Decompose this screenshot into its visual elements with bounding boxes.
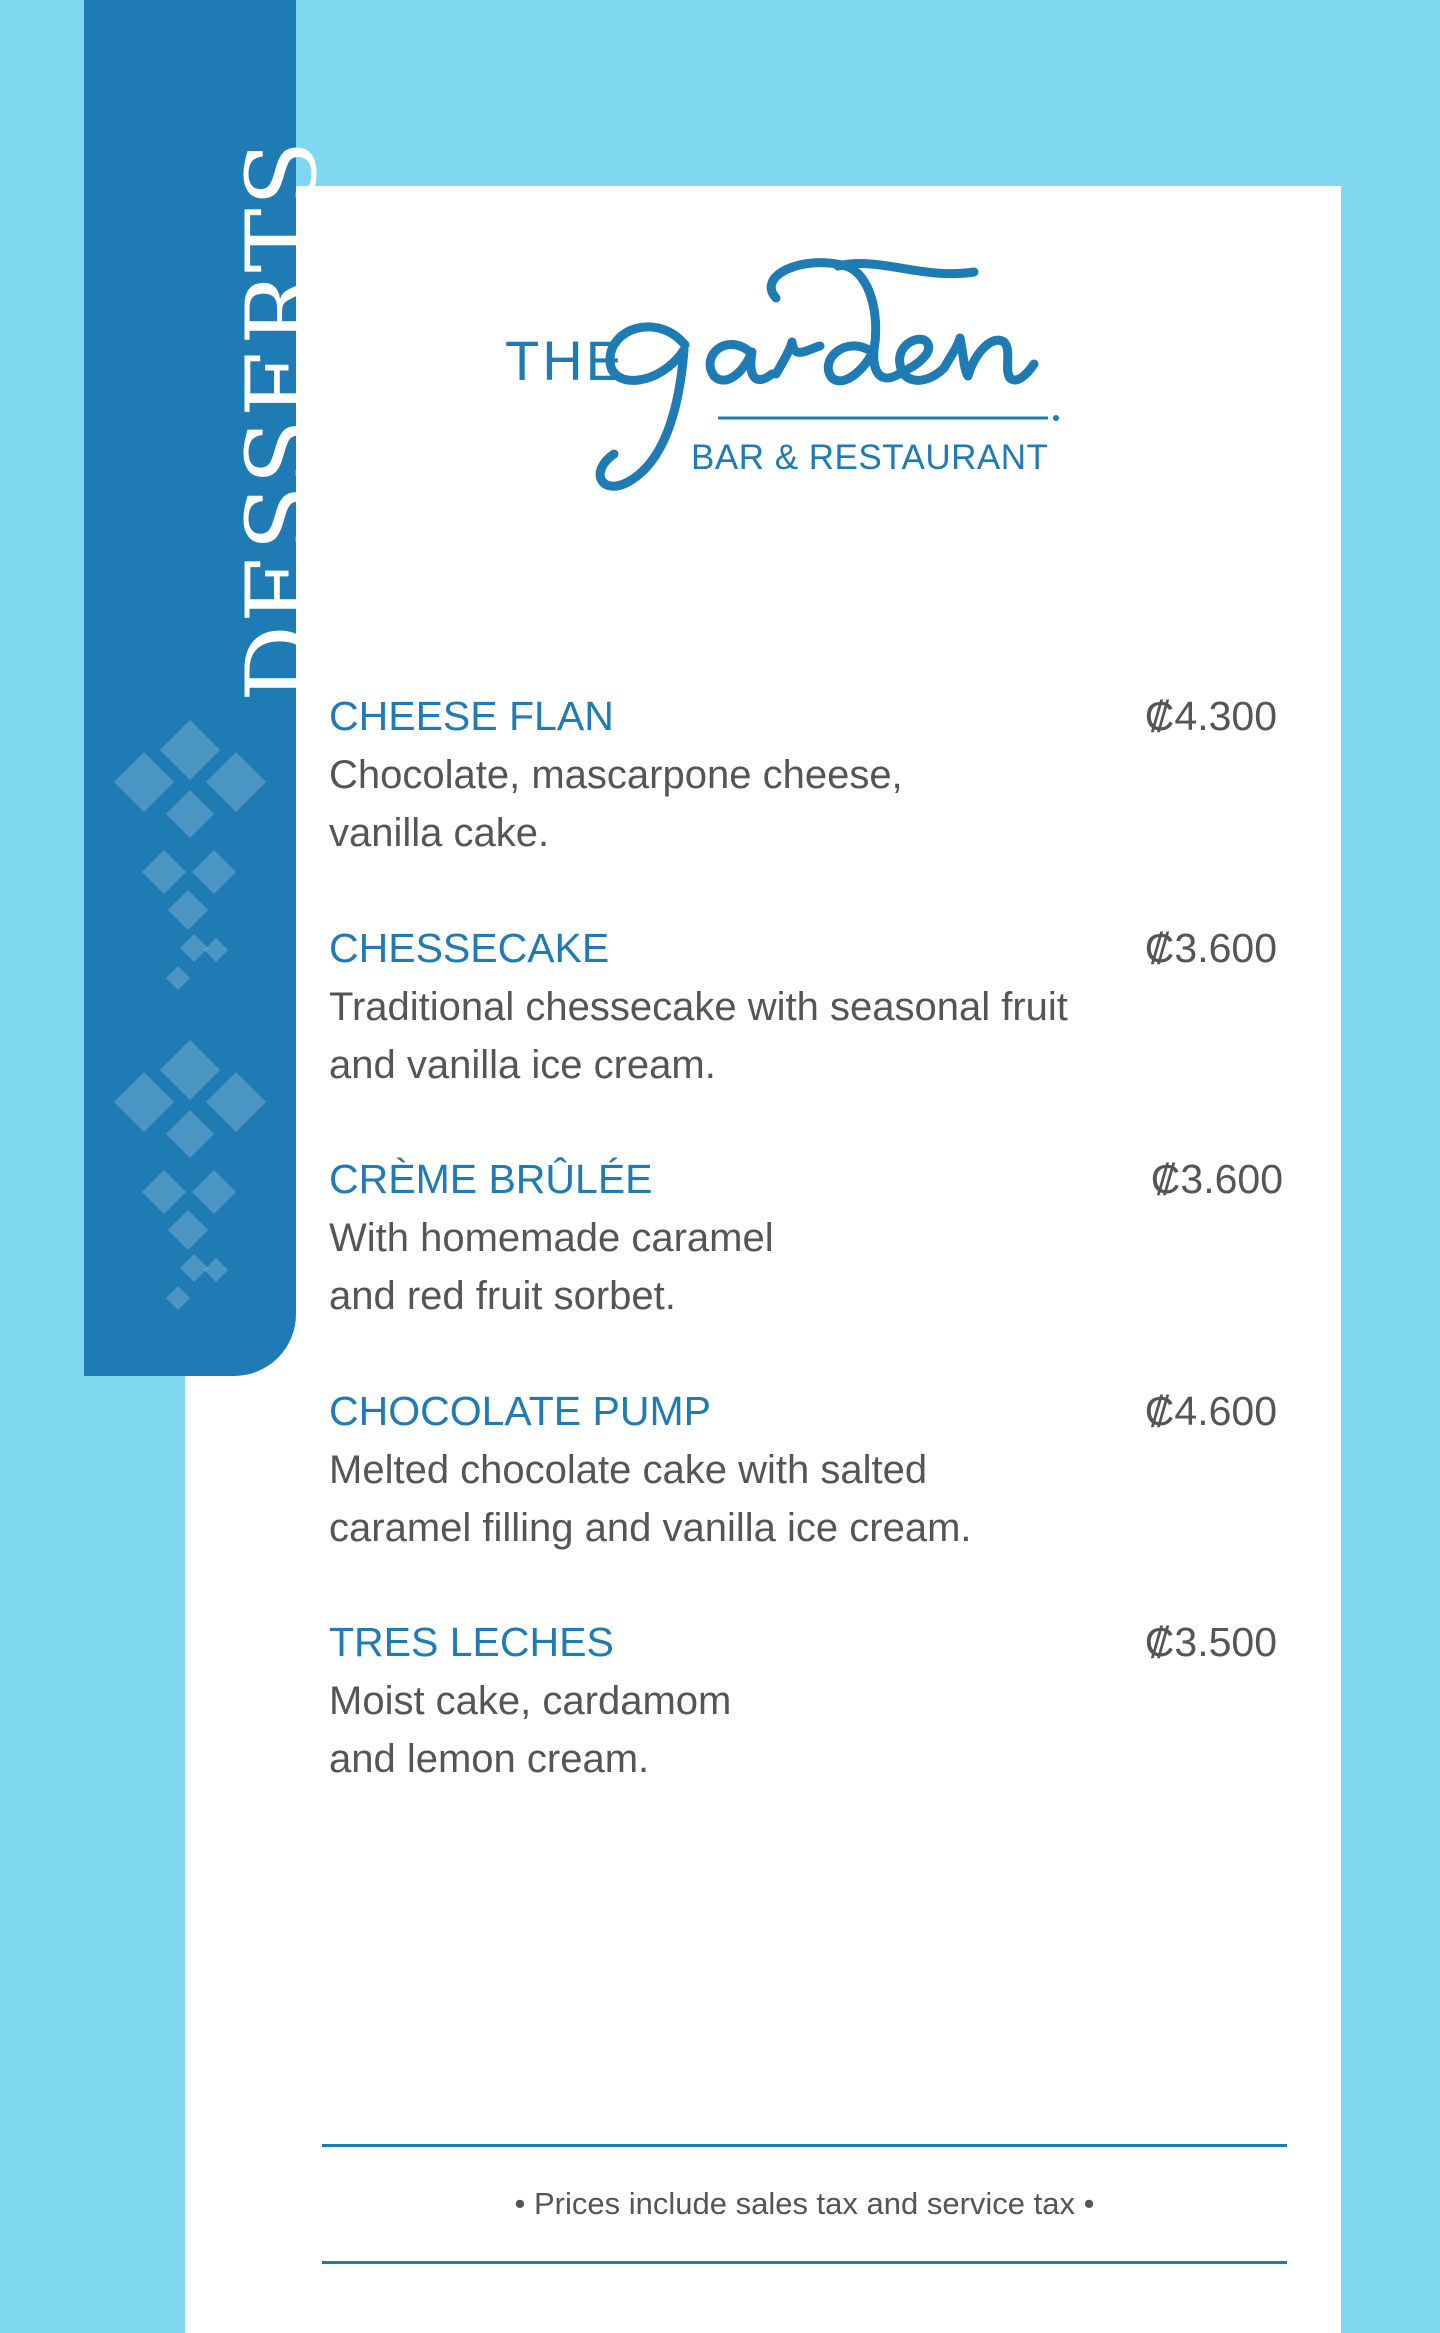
- item-name: TRES LECHES: [329, 1619, 614, 1665]
- item-price: ₡4.600: [1144, 1387, 1277, 1434]
- footer-note: • Prices include sales tax and service tax •: [514, 2186, 1095, 2221]
- item-price: ₡4.300: [1144, 693, 1277, 739]
- dessert-list: [329, 688, 1289, 1846]
- brand-subtitle: BAR & RESTAURANT: [691, 438, 1049, 477]
- item-price: ₡3.500: [1144, 1619, 1277, 1665]
- item-name: CRÈME BRÛLÉE: [329, 1156, 653, 1202]
- item-name: CHESSECAKE: [329, 924, 610, 971]
- item-description: Chocolate, mascarpone cheese, vanilla cake.: [329, 753, 903, 855]
- menu-item: [329, 688, 1289, 920]
- brand-prefix: THE: [505, 329, 626, 392]
- tile-ornament-icon: [84, 700, 296, 1360]
- menu-item: [329, 1614, 1289, 1846]
- menu-item: [329, 1151, 1289, 1383]
- footer-divider-bottom: [322, 2261, 1287, 2264]
- item-price: ₡3.600: [1144, 924, 1277, 971]
- section-banner: [84, 0, 338, 1376]
- brand-logo: [505, 250, 1065, 510]
- item-description: With homemade caramel and red fruit sorbet.: [329, 1216, 774, 1318]
- item-description: Traditional chessecake with seasonal fruit and vanilla ice cream.: [329, 984, 1068, 1087]
- item-price: ₡3.600: [1150, 1156, 1283, 1202]
- item-name: CHEESE FLAN: [329, 693, 614, 739]
- item-description: Melted chocolate cake with salted caramel filling and vanilla ice cream.: [329, 1447, 972, 1550]
- menu-item: [329, 920, 1289, 1152]
- footer-divider-top: [322, 2144, 1287, 2147]
- menu-item: [329, 1383, 1289, 1615]
- section-title: DESSERTS: [226, 138, 338, 702]
- item-description: Moist cake, cardamom and lemon cream.: [329, 1679, 732, 1781]
- item-name: CHOCOLATE PUMP: [329, 1387, 711, 1434]
